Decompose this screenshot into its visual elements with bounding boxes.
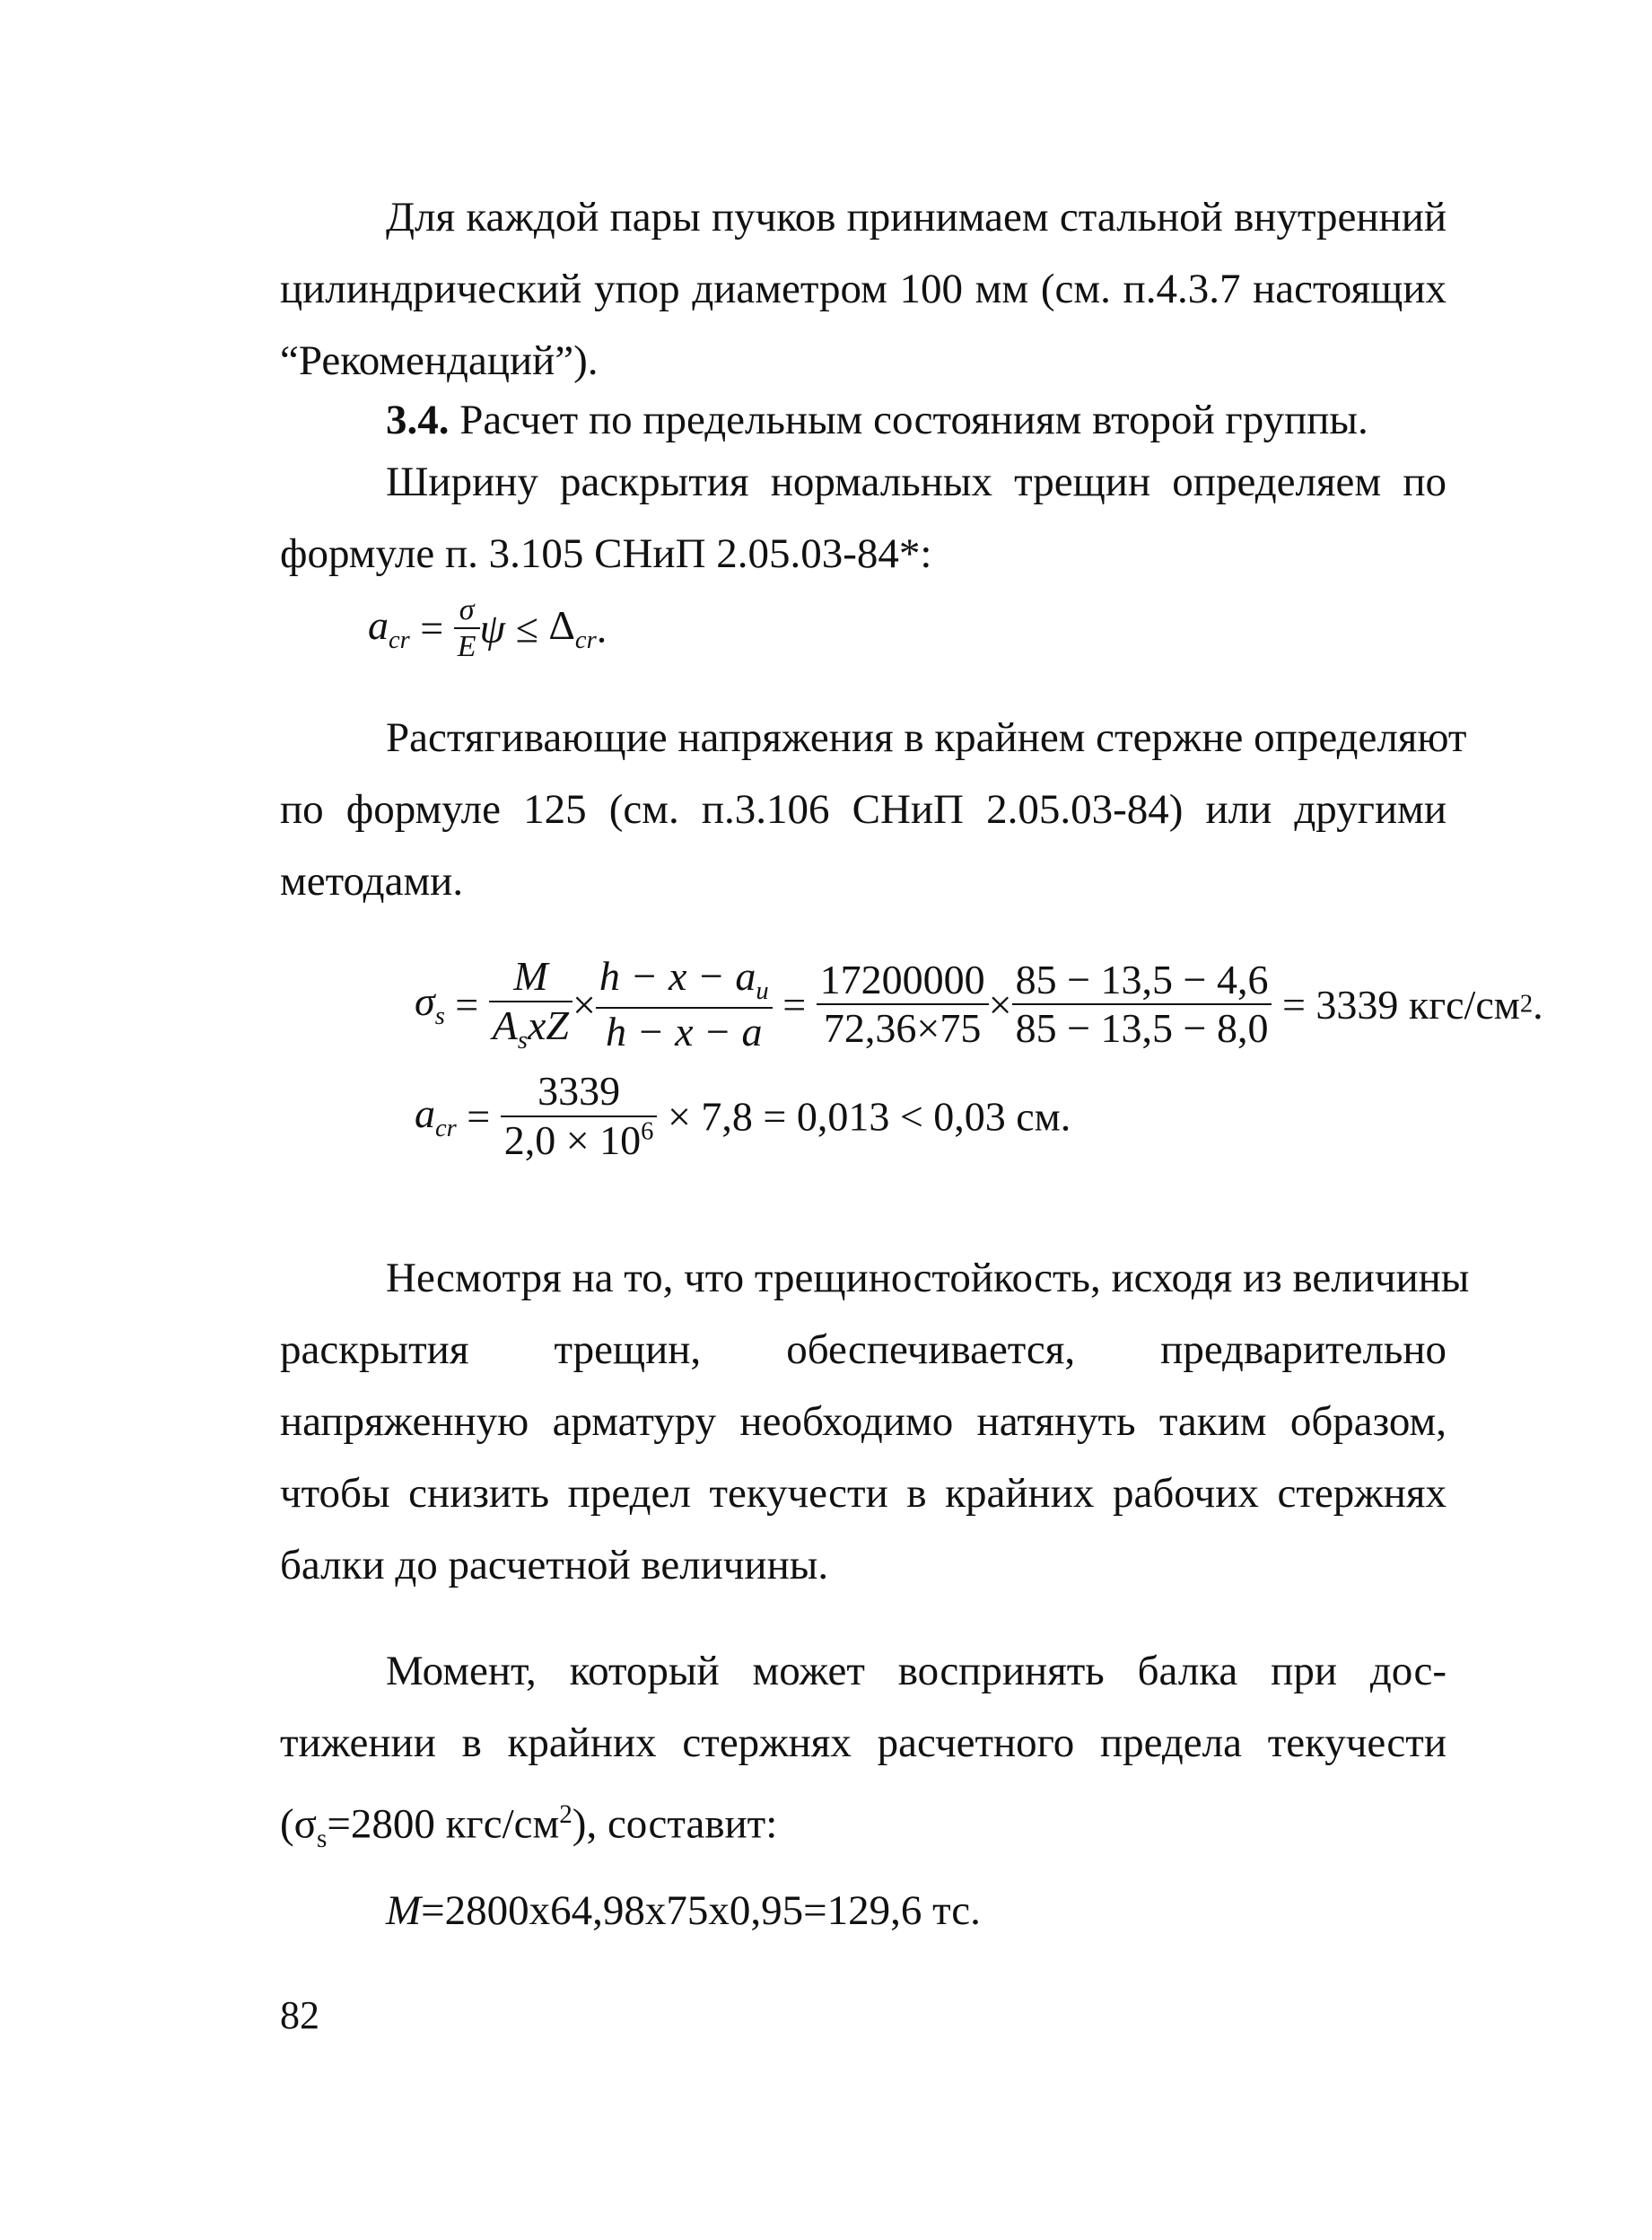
text-line: чтобы снизить предел текучести в крайних рабочих стержнях: [280, 1470, 1447, 1517]
text-line: балки до расчетной величины.: [280, 1542, 829, 1588]
section-number: 3.4.: [386, 397, 450, 443]
formula-result: = 3339 кгс/см: [1272, 981, 1520, 1028]
fraction: $\frac{3339}{2,0 \times 10^6}$: [501, 1068, 658, 1165]
formula-operator: =: [409, 605, 454, 652]
paragraph-4: [280, 1242, 1470, 1601]
formula-superscript: 2: [1519, 990, 1534, 1019]
paragraph-3: [280, 702, 1467, 917]
formula-symbol: Δ: [548, 602, 575, 648]
formula-subscript: cr: [435, 1114, 457, 1142]
formula-operator: ×: [572, 981, 596, 1028]
text-line: формуле п. 3.105 СНиП 2.05.03-84*:: [280, 530, 932, 577]
text-line: напряженную арматуру необходимо натянуть таким образом,: [280, 1398, 1447, 1445]
text-line: раскрытия трещин, обеспечивается, предварительно: [280, 1326, 1447, 1373]
text-line: Момент, который может воспринять балка при дос-: [386, 1648, 1447, 1694]
text-line: ($\sigma_s=2800$ кгс/$см^2$), составит:: [280, 1800, 778, 1854]
fraction: $\frac{h - x - a_u}{h - x - a}$: [596, 953, 773, 1056]
text-line: методами.: [280, 858, 464, 905]
paragraph-1: [280, 181, 1447, 397]
formula-operator: ≤: [505, 605, 549, 652]
formula-symbol: a: [368, 602, 389, 648]
formula-stress: $\sigma_s$ = $\frac{M}{A_sxZ}$ × $\frac{h - x - a_u}{h - x - a}$ = $\frac{17200000}{72,36\times 75}$ × $\frac{85 - 13,5 - 4,6}{85 - 13,5 - 8,0}$ = 3339 кгс/см2.: [415, 953, 1543, 1055]
formula-crack-width: $a_{cr}$ = $\frac{\sigma}{E}$ $\psi \le \Delta_{cr}$.: [368, 593, 607, 664]
text-line: Ширину раскрытия нормальных трещин определяем по: [386, 459, 1447, 505]
page-number: 82: [280, 1993, 319, 2037]
text-line: по формуле 125 (см. п.3.106 СНиП 2.05.03-84) или другими: [280, 786, 1447, 833]
text-line: Несмотря на то, что трещиностойкость, исходя из величины: [386, 1255, 1470, 1301]
formula-symbol: ψ: [479, 605, 506, 652]
paragraph-2: [280, 446, 1447, 590]
moment-formula: M=2800x64,98x75x0,95=129,6 тс.: [386, 1887, 981, 1935]
formula-symbol: M: [386, 1887, 422, 1935]
text-line: Для каждой пары пучков принимаем стальной внутренний: [386, 194, 1447, 241]
formula-operator: ×: [988, 981, 1012, 1028]
text-line: тижении в крайних стержнях расчетного предела текучести: [280, 1719, 1447, 1766]
section-heading: [280, 384, 1447, 456]
formula-subscript: cr: [574, 626, 597, 655]
section-title: Расчет по предельным состояниям второй группы.: [449, 397, 1368, 443]
fraction: $\frac{M}{A_sxZ}$: [489, 953, 573, 1056]
formula-result: × 7,8 = 0,013 < 0,03 см.: [657, 1093, 1071, 1140]
fraction: $\frac{17200000}{72,36\times 75}$: [817, 957, 989, 1054]
text-line: Растягивающие напряжения в крайнем стержне определяют: [386, 714, 1467, 761]
fraction: $\frac{85 - 13,5 - 4,6}{85 - 13,5 - 8,0}$: [1012, 957, 1272, 1054]
formula-symbol: σ: [415, 978, 435, 1025]
fraction: $\frac{\sigma}{E}$: [454, 592, 480, 664]
text-line: “Рекомендаций”).: [280, 337, 599, 384]
text-line: цилиндрический упор диаметром 100 мм (см. п.4.3.7 настоящих: [280, 266, 1447, 312]
formula-subscript: s: [434, 1002, 445, 1031]
formula-operator: =: [456, 1093, 501, 1140]
formula-operator: =: [444, 981, 489, 1028]
formula-operator: =: [772, 981, 817, 1028]
formula-crack-width-value: [415, 1068, 1071, 1165]
paragraph-5: [280, 1635, 1447, 1947]
formula-subscript: cr: [389, 626, 410, 655]
formula-symbol: a: [415, 1089, 435, 1136]
